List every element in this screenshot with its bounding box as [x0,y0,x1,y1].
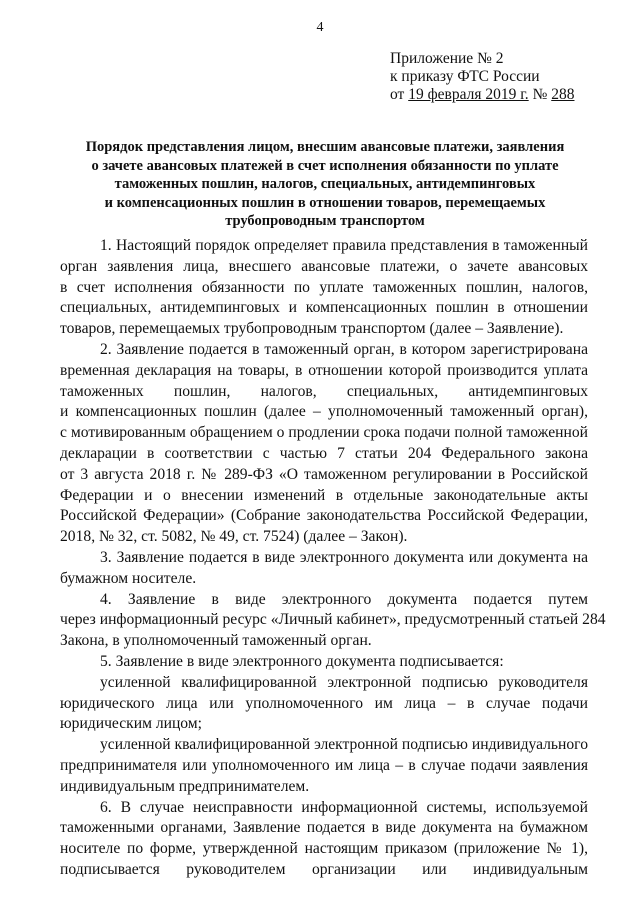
appendix-order-ref: к приказу ФТС России [390,68,540,85]
appendix-title: Приложение № 2 [390,50,504,67]
appendix-header [390,50,574,104]
body-line: и компенсационных пошлин (далее – уполномоченный таможенный орган), [60,403,588,421]
title-line: трубопроводным транспортом [225,213,425,229]
body-line: усиленной квалифицированной электронной подписью руководителя [100,673,588,691]
body-line: подписывается руководителем организации или индивидуальным [60,860,588,878]
appendix-date-line [390,86,574,104]
body-line: предпринимателя или уполномоченного им лица – в случае подачи заявления [60,756,588,774]
body-line: носителе по форме, утвержденной настоящим приказом (приложение № 1), [60,840,588,858]
title-line: о зачете авансовых платежей в счет исполнения обязанности по уплате [91,157,559,174]
body-line: временная декларация на товары, в отношении которой производится уплата [60,361,588,379]
body-line: от 3 августа 2018 г. № 289-ФЗ «О таможенном регулировании в Российской [60,465,588,483]
body-line: орган заявления лица, внесшего авансовые платежи, о зачете авансовых [60,257,588,275]
body-line: таможенных пошлин, налогов, специальных, антидемпинговых [60,382,588,400]
body-line: 5. Заявление в виде электронного документа подписывается: [100,652,504,670]
body-line: 4. Заявление в виде электронного документа подается путем [100,590,588,608]
body-line: 1. Настоящий порядок определяет правила представления в таможенный [100,237,588,254]
appendix-date: 19 февраля 2019 г. [408,86,529,103]
body-line: 2. Заявление подается в таможенный орган, в котором зарегистрирована [100,340,588,358]
body-line: Федерации и о внесении изменений в отдельные законодательные акты [60,486,588,504]
body-line: юридического лица или уполномоченного им лица – в случае подачи [60,694,588,712]
page-number: 4 [316,20,324,35]
appendix-date-prefix: от [390,86,409,103]
body-line: Закона, в уполномоченный таможенный орган. [60,632,372,650]
body-line: через информационный ресурс «Личный кабинет», предусмотренный статьей 284 [60,611,606,629]
body-line: Российской Федерации» (Собрание законодательства Российской Федерации, [60,507,588,525]
body-line: бумажном носителе. [60,569,197,587]
document-title [60,138,590,231]
body-line: усиленной квалифицированной электронной подписью индивидуального [100,736,588,754]
body-line: 2018, № 32, ст. 5082, № 49, ст. 7524) (далее – Закон). [60,528,408,546]
title-line: и компенсационных пошлин в отношении товаров, перемещаемых [104,194,546,211]
body-line: 3. Заявление подается в виде электронного документа или документа на [100,548,588,566]
body-line: декларации в соответствии с частью 7 статьи 204 Федерального закона [60,444,588,462]
body-line: 6. В случае неисправности информационной системы, используемой [100,798,588,816]
body-line: в счет исполнения обязанности по уплате таможенных пошлин, налогов, [60,278,588,296]
body-line: юридическим лицом; [60,715,203,733]
document-body [60,236,606,881]
body-line: с мотивированным обращением о продлении срока подачи полной таможенной [60,424,588,442]
body-line: товаров, перемещаемых трубопроводным транспортом (далее – Заявление). [60,320,564,338]
body-line: специальных, антидемпинговых и компенсационных пошлин в отношении [60,299,588,317]
body-line: таможенными органами, Заявление подается в виде документа на бумажном [60,819,588,837]
title-line: таможенных пошлин, налогов, специальных, антидемпинговых [114,176,536,192]
title-line: Порядок представления лицом, внесшим авансовые платежи, заявления [85,139,565,155]
appendix-number: 288 [551,86,575,103]
body-line: индивидуальным предпринимателем. [60,777,310,795]
appendix-number-prefix: № [528,86,552,103]
